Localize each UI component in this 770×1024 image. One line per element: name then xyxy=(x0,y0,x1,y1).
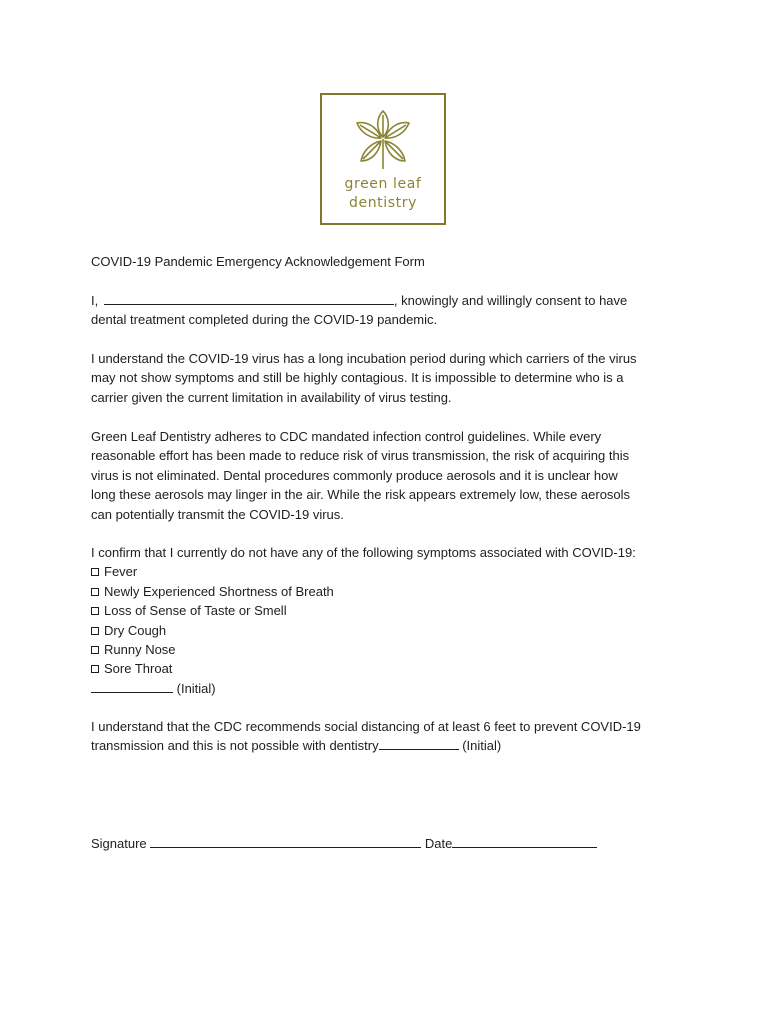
symptom-item xyxy=(91,582,691,601)
symptom-item xyxy=(91,659,691,678)
leaf-cluster-icon xyxy=(349,109,417,171)
symptom-checkbox[interactable] xyxy=(91,568,99,576)
symptoms-initial-label: (Initial) xyxy=(176,680,216,696)
brand-name-line2: dentistry xyxy=(349,195,417,211)
symptom-checkbox[interactable] xyxy=(91,646,99,654)
symptom-label: Runny Nose xyxy=(104,642,176,658)
symptom-item xyxy=(91,621,691,640)
symptoms-intro: I confirm that I currently do not have any of the following symptoms associated with COVID-19: xyxy=(91,545,636,560)
symptom-label: Dry Cough xyxy=(104,622,167,638)
symptom-checkbox[interactable] xyxy=(91,607,99,615)
symptom-checkbox[interactable] xyxy=(91,627,99,635)
distancing-line1: I understand that the CDC recommends social distancing of at least 6 feet to prevent COVID-19 xyxy=(91,719,641,734)
symptom-label: Loss of Sense of Taste or Smell xyxy=(104,603,287,619)
consent-line2: dental treatment completed during the COVID-19 pandemic. xyxy=(91,312,438,328)
symptom-checkbox[interactable] xyxy=(91,588,99,596)
distancing-line2-prefix: transmission and this is not possible with dentistry xyxy=(91,738,379,754)
distancing-initial-field[interactable] xyxy=(379,737,459,750)
symptom-label: Newly Experienced Shortness of Breath xyxy=(104,583,334,599)
patient-name-field[interactable] xyxy=(104,292,394,305)
symptoms-initial-field[interactable] xyxy=(91,680,173,693)
signature-row xyxy=(91,834,691,853)
incubation-line: may not show symptoms and still be highly contagious. It is impossible to determine who is a xyxy=(91,370,624,386)
incubation-paragraph xyxy=(91,349,691,407)
cdc-line: can potentially transmit the COVID-19 virus. xyxy=(91,506,344,522)
form-title: COVID-19 Pandemic Emergency Acknowledgement Form xyxy=(91,254,425,269)
brand-name-line1: green leaf xyxy=(344,176,422,192)
cdc-line: long these aerosols may linger in the air. While the risk appears extremely low, these aerosols xyxy=(91,487,631,503)
distancing-paragraph xyxy=(91,717,691,756)
cdc-line: reasonable effort has been made to reduce risk of virus transmission, the risk of acquiring this xyxy=(91,448,630,464)
cdc-paragraph xyxy=(91,427,691,524)
symptoms-section xyxy=(91,543,691,698)
symptom-item xyxy=(91,640,691,659)
distancing-initial-label: (Initial) xyxy=(462,738,502,754)
logo xyxy=(320,93,446,225)
cdc-line: Green Leaf Dentistry adheres to CDC mandated infection control guidelines. While every xyxy=(91,429,602,444)
date-label: Date xyxy=(424,836,453,851)
symptom-label: Sore Throat xyxy=(104,661,173,677)
incubation-line: I understand the COVID-19 virus has a long incubation period during which carriers of the virus xyxy=(91,351,637,366)
symptom-checkbox[interactable] xyxy=(91,665,99,673)
symptom-item xyxy=(91,601,691,620)
consent-line1-suffix: , knowingly and willingly consent to have xyxy=(393,293,628,308)
signature-field[interactable] xyxy=(150,835,421,848)
consent-prefix: I, xyxy=(91,293,99,308)
cdc-line: virus is not eliminated. Dental procedures commonly produce aerosols and it is unclear how xyxy=(91,467,618,483)
date-field[interactable] xyxy=(452,835,597,848)
consent-statement xyxy=(91,291,691,330)
symptom-label: Fever xyxy=(104,564,138,580)
signature-label: Signature xyxy=(91,836,147,851)
incubation-line: carrier given the current limitation in availability of virus testing. xyxy=(91,389,452,405)
symptom-item xyxy=(91,562,691,581)
